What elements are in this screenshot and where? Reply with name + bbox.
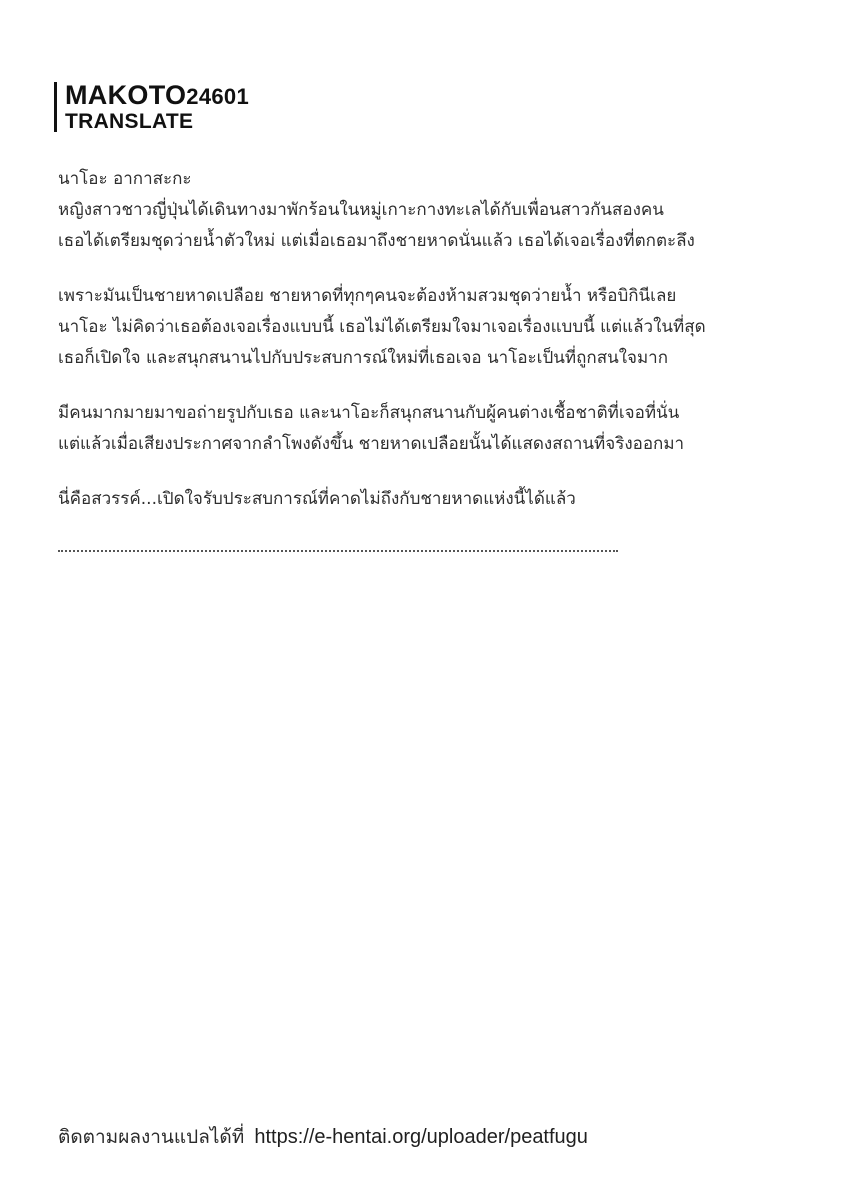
story-line: แต่แล้วเมื่อเสียงประกาศจากลำโพงดังขึ้น ชายหาดเปลือยนั้นได้แสดงสถานที่จริงออกมา — [58, 434, 685, 454]
story-line: นาโอะ อากาสะกะ — [58, 169, 192, 189]
story-line: เธอก็เปิดใจ และสนุกสนานไปกับประสบการณ์ใหม่ที่เธอเจอ นาโอะเป็นที่ถูกสนใจมาก — [58, 348, 668, 368]
story-line: นาโอะ ไม่คิดว่าเธอต้องเจอเรื่องแบบนี้ เธอไม่ได้เตรียมใจมาเจอเรื่องแบบนี้ แต่แล้วในที่สุด — [58, 317, 706, 337]
translator-logo — [54, 82, 249, 132]
story-line: เธอได้เตรียมชุดว่ายน้ำตัวใหม่ แต่เมื่อเธอมาถึงชายหาดนั่นแล้ว เธอได้เจอเรื่องที่ตกตะลึง — [58, 231, 695, 251]
dotted-divider — [58, 536, 618, 552]
story-line: นี่คือสวรรค์...เปิดใจรับประสบการณ์ที่คาดไม่ถึงกับชายหาดแห่งนี้ได้แล้ว — [58, 489, 576, 509]
story-line: มีคนมากมายมาขอถ่ายรูปกับเธอ และนาโอะก็สนุกสนานกับผู้คนต่างเชื้อชาติที่เจอที่นั่น — [58, 403, 680, 423]
footer-label: ติดตามผลงานแปลได้ที่ — [58, 1126, 245, 1148]
logo-title — [65, 82, 249, 110]
logo-number: 24601 — [186, 84, 249, 109]
story-line: หญิงสาวชาวญี่ปุ่นได้เดินทางมาพักร้อนในหมู่เกาะกางทะเลได้กับเพื่อนสาวกันสองคน — [58, 200, 664, 220]
story-text — [58, 164, 818, 515]
footer-url-link[interactable]: https://e-hentai.org/uploader/peatfugu — [254, 1126, 588, 1148]
logo-subtitle: TRANSLATE — [65, 110, 194, 133]
footer-credit — [58, 1124, 588, 1150]
logo-name: MAKOTO — [65, 80, 187, 110]
story-line: เพราะมันเป็นชายหาดเปลือย ชายหาดที่ทุกๆคนจะต้องห้ามสวมชุดว่ายน้ำ หรือบิกินีเลย — [58, 286, 677, 306]
